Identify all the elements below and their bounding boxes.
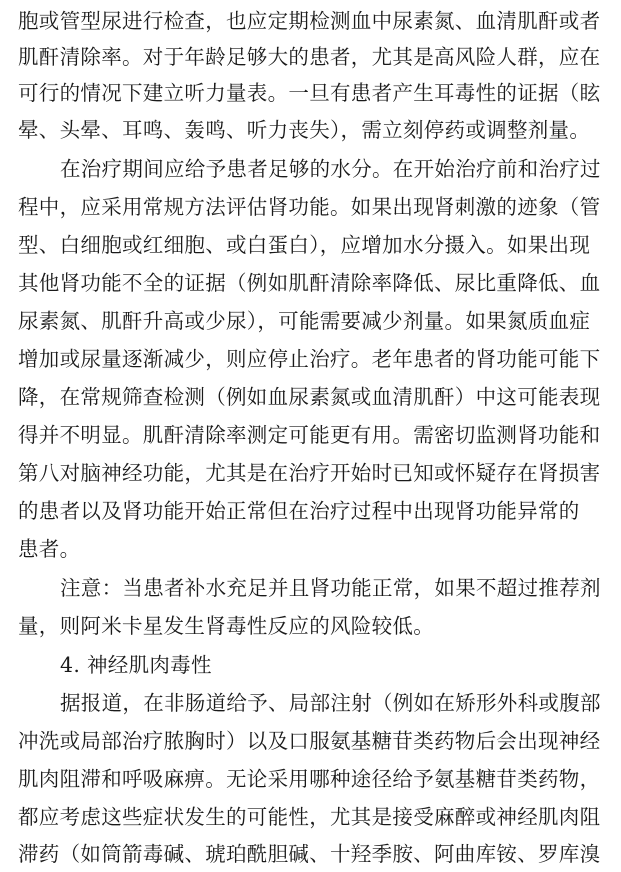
text-line: 增加或尿量逐渐减少，则应停止治疗。老年患者的肾功能可能下	[18, 347, 601, 371]
text-line: 滞药（如筒箭毒碱、琥珀酰胆碱、十羟季胺、阿曲库铵、罗库溴	[18, 842, 601, 866]
text-line: 胞或管型尿进行检查，也应定期检测血中尿素氮、血清肌酐或者	[18, 9, 601, 33]
paragraph-first-line: 注意：当患者补水充足并且肾功能正常，如果不超过推荐剂	[60, 576, 601, 600]
text-line: 量，则阿米卡星发生肾毒性反应的风险较低。	[18, 614, 434, 638]
text-line: 都应考虑这些症状发生的可能性，尤其是接受麻醉或神经肌肉阻	[18, 805, 601, 829]
text-line: 冲洗或局部治疗脓胸时）以及口服氨基糖苷类药物后会出现神经	[18, 729, 601, 753]
text-line: 患者。	[18, 537, 81, 561]
section-heading: 4. 神经肌肉毒性	[60, 653, 212, 677]
text-line: 尿素氮、肌酐升高或少尿），可能需要减少剂量。如果氮质血症	[18, 309, 591, 333]
text-line: 降，在常规筛查检测（例如血尿素氮或血清肌酐）中这可能表现	[18, 385, 601, 409]
text-line: 肌酐清除率。对于年龄足够大的患者，尤其是高风险人群，应在	[18, 45, 601, 69]
text-line: 第八对脑神经功能，尤其是在治疗开始时已知或怀疑存在肾损害	[18, 461, 601, 485]
text-line: 可行的情况下建立听力量表。一旦有患者产生耳毒性的证据（眩	[18, 81, 601, 105]
text-line: 得并不明显。肌酐清除率测定可能更有用。需密切监测肾功能和	[18, 423, 601, 447]
text-line: 肌肉阻滞和呼吸麻痹。无论采用哪种途径给予氨基糖苷类药物，	[18, 767, 601, 791]
paragraph-first-line: 据报道，在非肠道给予、局部注射（例如在矫形外科或腹部	[60, 691, 601, 715]
paragraph-first-line: 在治疗期间应给予患者足够的水分。在开始治疗前和治疗过	[60, 157, 601, 181]
text-line: 晕、头晕、耳鸣、轰鸣、听力丧失），需立刻停药或调整剂量。	[18, 118, 591, 142]
text-line: 型、白细胞或红细胞、或白蛋白），应增加水分摄入。如果出现	[18, 233, 591, 257]
text-line: 程中，应采用常规方法评估肾功能。如果出现肾刺激的迹象（管	[18, 195, 601, 219]
text-line: 的患者以及肾功能开始正常但在治疗过程中出现肾功能异常的	[18, 499, 580, 523]
text-line: 其他肾功能不全的证据（例如肌酐清除率降低、尿比重降低、血	[18, 271, 601, 295]
